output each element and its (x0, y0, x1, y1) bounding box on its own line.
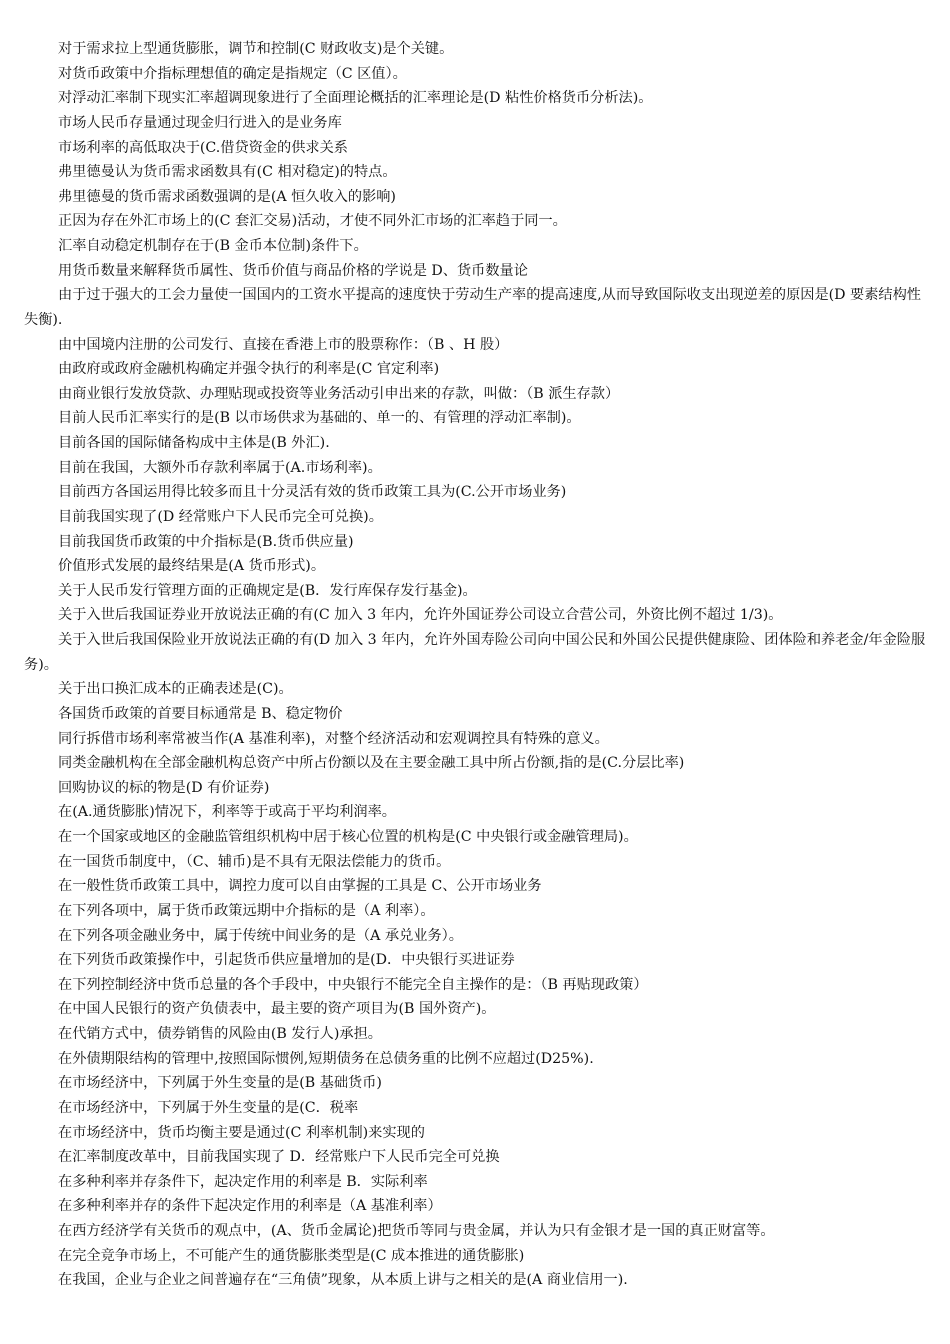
text-line: 由中国境内注册的公司发行、直接在香港上市的股票称作：（B 、H 股） (58, 336, 509, 353)
text-line: 在多种利率并存条件下，起决定作用的利率是 B．实际利率 (58, 1173, 428, 1190)
text-line: 目前在我国，大额外币存款利率属于(A.市场利率)。 (58, 459, 382, 476)
text-line: 在我国，企业与企业之间普遍存在“三角债”现象，从本质上讲与之相关的是(A 商业信用一). (58, 1272, 628, 1289)
text-line: 市场人民币存量通过现金归行进入的是业务库 (58, 114, 342, 131)
text-line: 在西方经济学有关货币的观点中，(A、货币金属论)把货币等同与贵金属，并认为只有金银才是一国的真正财富等。 (58, 1223, 775, 1239)
text-line: 在市场经济中，下列属于外生变量的是(B 基础货币) (58, 1075, 382, 1092)
text-line: 在下列各项金融业务中，属于传统中间业务的是（A 承兑业务）。 (58, 927, 463, 944)
text-line: 在多种利率并存的条件下起决定作用的利率是（A 基准利率） (58, 1198, 442, 1215)
text-line: 用货币数量来解释货币属性、货币价值与商品价格的学说是 D、货币数量论 (58, 262, 528, 279)
text-line: 在外债期限结构的管理中,按照国际惯例,短期债务在总债务重的比例不应超过(D25%). (58, 1050, 594, 1067)
text-line: 回购协议的标的物是(D 有价证券) (58, 779, 270, 796)
text-line: 关于人民币发行管理方面的正确规定是(B．发行库保存发行基金)。 (58, 582, 477, 599)
text-line: 目前我国实现了(D 经常账户下人民币完全可兑换)。 (58, 508, 383, 525)
text-line: 目前人民币汇率实行的是(B 以市场供求为基础的、单一的、有管理的浮动汇率制)。 (58, 410, 581, 427)
text-line: 在代销方式中，债券销售的风险由(B 发行人)承担。 (58, 1026, 382, 1042)
text-line: 对于需求拉上型通货膨胀，调节和控制(C 财政收支)是个关键。 (58, 41, 454, 57)
text-line: 对浮动汇率制下现实汇率超调现象进行了全面理论概括的汇率理论是(D 粘性价格货币分析法)。 (58, 90, 653, 107)
text-line: 关于入世后我国保险业开放说法正确的有(D 加入 3 年内，允许外国寿险公司向中国公民和外国公民提供健康险、团体险和养老金/年金险服务)。 (24, 632, 926, 673)
text-line: 各国货币政策的首要目标通常是 B、稳定物价 (58, 705, 343, 722)
text-line: 在中国人民银行的资产负债表中，最主要的资产项目为(B 国外资产)。 (58, 1001, 496, 1018)
text-line: 市场利率的高低取决于(C.借贷资金的供求关系 (58, 139, 348, 156)
text-line: 同行拆借市场利率常被当作(A 基准利率)，对整个经济活动和宏观调控具有特殊的意义。 (58, 730, 609, 747)
text-line: 在下列各项中，属于货币政策远期中介指标的是（A 利率）。 (58, 902, 435, 919)
text-line: 对货币政策中介指标理想值的确定是指规定（C 区值）。 (58, 65, 407, 82)
text-line: 在一般性货币政策工具中，调控力度可以自由掌握的工具是 C、公开市场业务 (58, 878, 542, 895)
text-line: 正因为存在外汇市场上的(C 套汇交易)活动，才使不同外汇市场的汇率趋于同一。 (58, 213, 567, 230)
text-line: 在下列货币政策操作中，引起货币供应量增加的是(D．中央银行买进证券 (58, 952, 515, 969)
text-line: 目前西方各国运用得比较多而且十分灵活有效的货币政策工具为(C.公开市场业务) (58, 484, 567, 501)
text-line: 在下列控制经济中货币总量的各个手段中，中央银行不能完全自主操作的是：（B 再贴现政策） (58, 976, 648, 993)
text-line: 弗里德曼的货币需求函数强调的是(A 恒久收入的影响) (58, 188, 396, 205)
text-line: 在(A.通货膨胀)情况下，利率等于或高于平均利润率。 (58, 804, 396, 821)
text-line: 目前各国的国际储备构成中主体是(B 外汇). (58, 435, 330, 451)
text-line: 弗里德曼认为货币需求函数具有(C 相对稳定)的特点。 (58, 164, 397, 181)
text-line: 同类金融机构在全部金融机构总资产中所占份额以及在主要金融工具中所占份额,指的是(C.分层比率) (58, 755, 685, 772)
text-line: 由商业银行发放贷款、办理贴现或投资等业务活动引申出来的存款，叫做：（B 派生存款） (58, 385, 620, 402)
text-line: 在汇率制度改革中，目前我国实现了 D．经常账户下人民币完全可兑换 (58, 1149, 500, 1166)
text-line: 关于出口换汇成本的正确表述是(C)。 (58, 681, 293, 698)
text-line: 目前我国货币政策的中介指标是(B.货币供应量) (58, 533, 354, 550)
text-line: 由政府或政府金融机构确定并强令执行的利率是(C 官定利率) (58, 361, 440, 378)
text-line: 在市场经济中，货币均衡主要是通过(C 利率机制)来实现的 (58, 1124, 425, 1141)
text-line: 价值形式发展的最终结果是(A 货币形式)。 (58, 558, 326, 575)
text-line: 在市场经济中，下列属于外生变量的是(C．税率 (58, 1099, 359, 1116)
text-line: 汇率自动稳定机制存在于(B 金币本位制)条件下。 (58, 238, 368, 254)
text-line: 在完全竞争市场上，不可能产生的通货膨胀类型是(C 成本推进的通货膨胀) (58, 1247, 525, 1264)
text-line: 在一个国家或地区的金融监管组织机构中居于核心位置的机构是(C 中央银行或金融管理局)。 (58, 829, 638, 845)
text-line: 在一国货币制度中，（C、辅币)是不具有无限法偿能力的货币。 (58, 853, 451, 870)
text-line: 由于过于强大的工会力量使一国国内的工资水平提高的速度快于劳动生产率的提高速度,从而导致国际收支出现逆差的原因是(D 要素结构性失衡). (24, 287, 921, 328)
text-line: 关于入世后我国证券业开放说法正确的有(C 加入 3 年内，允许外国证券公司设立合营公司，外资比例不超过 1/3)。 (58, 607, 783, 624)
